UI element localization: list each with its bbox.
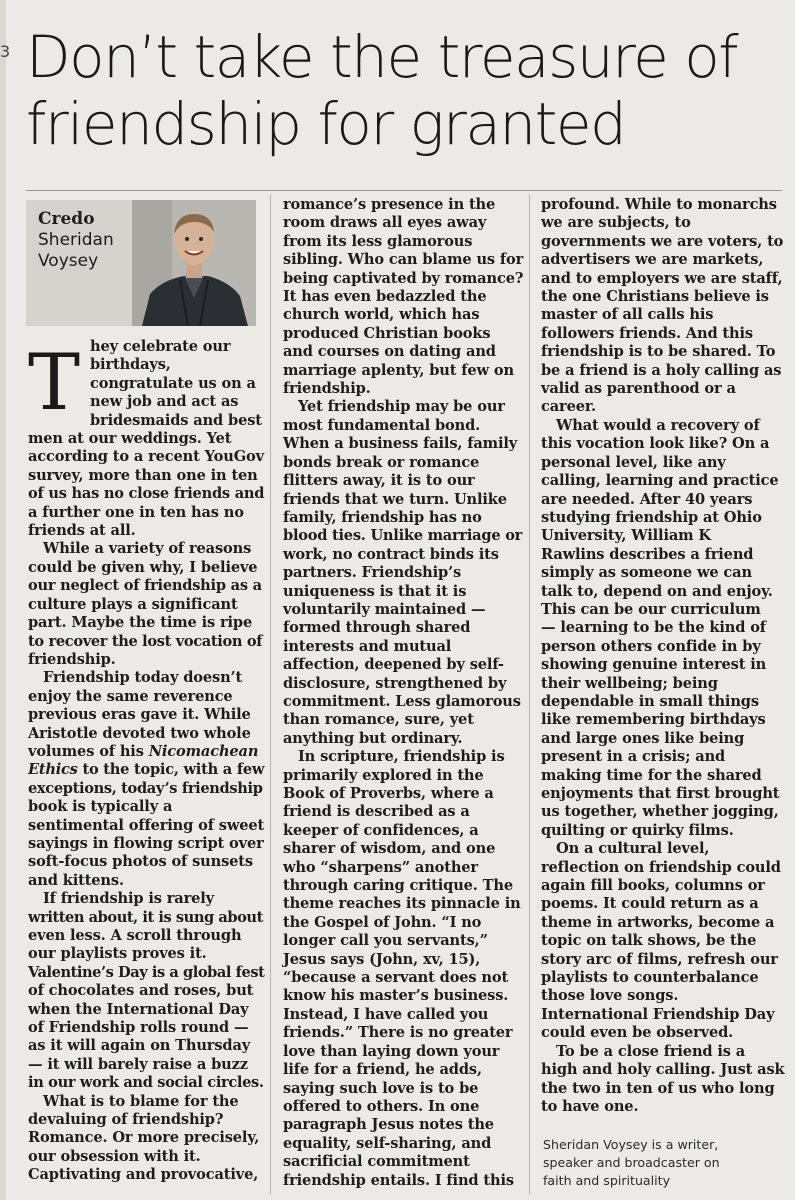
article-text-line: the two in ten of us who long: [541, 1079, 775, 1097]
drop-cap: T: [28, 338, 81, 428]
article-text-line: devaluing of friendship?: [28, 1111, 224, 1129]
article-text-line: What would a recovery of: [556, 416, 760, 434]
article-text-line: playlists to counterbalance: [541, 969, 759, 987]
article-text-line: — it will barely raise a buzz: [28, 1055, 248, 1073]
article-text-line: friendship.: [283, 380, 371, 398]
article-text-line: bridesmaids and best: [90, 411, 262, 429]
article-text-line: again fill books, columns or: [541, 877, 765, 895]
column-divider: [270, 194, 271, 1194]
article-text-line: in our work and social circles.: [28, 1074, 264, 1092]
article-text-line: and large ones like being: [541, 729, 745, 747]
article-text-line: congratulate us on a: [90, 374, 256, 392]
article-text-line: sacrificial commitment: [283, 1153, 470, 1171]
article-text-line: men at our weddings. Yet: [28, 430, 232, 448]
article-text-line: simply as someone we can: [541, 564, 752, 582]
article-text-line: work, no contract binds its: [283, 545, 499, 563]
article-text-line: commitment. Less glamorous: [283, 692, 521, 710]
article-text-line: sayings in flowing script over: [28, 834, 264, 852]
article-text-line: International Friendship Day: [541, 1005, 775, 1023]
article-text-line: written about, it is sung about: [28, 908, 263, 926]
article-text-line: high and holy calling. Just ask: [541, 1061, 785, 1079]
article-text-line: Friendship today doesn’t: [43, 669, 243, 687]
article-text-line: blood ties. Unlike marriage or: [283, 527, 523, 545]
article-text-line: marriage aplenty, but few on: [283, 361, 514, 379]
article-text-line: we are subjects, to: [541, 214, 691, 232]
article-text-line: talk to, depend on and enjoy.: [541, 582, 773, 600]
article-text-line: survey, more than one in ten: [28, 466, 258, 484]
article-text-line: the Gospel of John. “I no: [283, 913, 482, 931]
article-text-line: friendship entails. I find this: [283, 1171, 514, 1189]
byline-text: [38, 208, 114, 272]
article-text-line: friends that we turn. Unlike: [283, 490, 507, 508]
article-text-line: profound. While to monarchs: [541, 196, 777, 213]
article-text-line: person others confide in by: [541, 637, 761, 655]
article-column-2: [283, 196, 523, 1190]
article-text-line: this vocation look like? On a: [541, 435, 770, 453]
author-bio-line: speaker and broadcaster on: [543, 1155, 720, 1170]
article-text-line: This can be our curriculum: [541, 600, 761, 618]
article-text-line: “because a servant does not: [283, 969, 509, 987]
article-text-line: enjoyments that first brought: [541, 785, 780, 802]
article-text-line: our obsession with it.: [28, 1147, 201, 1165]
article-text-line: be a friend is a holy calling as: [541, 361, 782, 379]
article-text-line: like remembering birthdays: [541, 711, 766, 729]
article-text-line: our neglect of friendship as a: [28, 577, 262, 595]
article-text-line: those love songs.: [541, 987, 679, 1005]
page-edge: [0, 0, 6, 1200]
article-text-line: followers friends. And this: [541, 324, 753, 342]
article-text-line: love than laying down your: [283, 1042, 500, 1060]
article-text-line: showing genuine interest in: [541, 656, 767, 674]
article-text-line: hey celebrate our: [90, 338, 231, 355]
article-text-line: saying such love is to be: [283, 1079, 479, 1097]
article-text-line: anything but ordinary.: [283, 729, 463, 747]
article-text-line: of chocolates and roses, but: [28, 982, 254, 1000]
article-text-line: life for a friend, he adds,: [283, 1061, 482, 1079]
article-text-line: formed through shared: [283, 619, 471, 637]
article-text-line: friend is described as a: [283, 803, 470, 821]
article-text-line: sharer of wisdom, and one: [283, 840, 496, 858]
article-text-line: What is to blame for the: [43, 1092, 239, 1110]
article-text-line: offered to others. In one: [283, 1097, 480, 1115]
article-text-line: primarily explored in the: [283, 766, 484, 784]
article-text-line: romance’s presence in the: [283, 196, 496, 213]
article-text-line: and to employers we are staff,: [541, 269, 783, 287]
article-text-line: birthdays,: [90, 356, 171, 374]
article-text-line: new job and act as: [90, 393, 239, 411]
article-text-line: through caring critique. The: [283, 877, 513, 895]
article-text-line: paragraph Jesus notes the: [283, 1116, 494, 1134]
article-text-line: personal level, like any: [541, 453, 726, 471]
article-text-line: theme in artworks, become a: [541, 913, 775, 931]
article-text-line: of Friendship rolls round —: [28, 1019, 249, 1037]
article-text-line: topic on talk shows, be the: [541, 932, 757, 950]
article-text-line: Aristotle devoted two whole: [28, 724, 251, 742]
article-text-line: When a business fails, family: [283, 435, 518, 453]
article-text-line: sibling. Who can blame us for: [283, 251, 524, 269]
article-text-line: than romance, sure, yet: [283, 711, 474, 729]
headline: [26, 24, 786, 158]
article-text-line: Instead, I have called you: [283, 1005, 489, 1023]
article-text-line: exceptions, today’s friendship: [28, 779, 263, 797]
article-text-line: Jesus says (John, xv, 15),: [283, 950, 481, 968]
article-text-line: Valentine’s Day is a global fest: [28, 963, 265, 981]
article-text-line: their wellbeing; being: [541, 674, 718, 692]
article-text-line: Ethics to the topic, with a few: [28, 761, 265, 779]
article-text-line: flitters away, it is to our: [283, 472, 475, 490]
article-column-1: [28, 338, 264, 1185]
article-text-line: and kittens.: [28, 871, 124, 889]
article-text-line: voluntarily maintained —: [283, 600, 486, 618]
article-text-line: and courses on dating and: [283, 343, 496, 361]
article-text-line: as it will again on Thursday: [28, 1037, 251, 1055]
article-text-line: career.: [541, 398, 596, 416]
article-text-line: part. Maybe the time is ripe: [28, 614, 253, 632]
article-column-3: [541, 196, 787, 1116]
article-text-line: advertisers we are markets,: [541, 251, 764, 269]
author-bio-line: Sheridan Voysey is a writer,: [543, 1137, 719, 1152]
article-text-line: equality, self-sharing, and: [283, 1134, 492, 1152]
article-text-line: friends.” There is no greater: [283, 1024, 513, 1042]
article-text-line: are needed. After 40 years: [541, 490, 753, 508]
article-text-line: In scripture, friendship is: [298, 748, 505, 766]
page-number: 3: [0, 42, 11, 61]
article-text-line: University, William K: [541, 527, 711, 545]
article-text-line: longer call you servants,”: [283, 932, 488, 950]
byline-box: [26, 200, 256, 326]
article-text-line: master of all calls his: [541, 306, 714, 324]
article-text-line: To be a close friend is a: [556, 1042, 746, 1060]
article-text-line: studying friendship at Ohio: [541, 508, 762, 526]
article-text-line: disclosure, strengthened by: [283, 674, 507, 692]
article-text-line: Book of Proverbs, where a: [283, 785, 494, 802]
article-text-line: It has even bedazzled the: [283, 288, 487, 306]
article-text-line: valid as parenthood or a: [541, 380, 736, 398]
article-text-line: most fundamental bond.: [283, 416, 481, 434]
article-text-line: family, friendship has no: [283, 508, 482, 526]
article-text-line: previous eras gave it. While: [28, 706, 251, 724]
headline-line-1: Don’t take the treasure of: [26, 23, 738, 91]
article-text-line: If friendship is rarely: [43, 890, 214, 908]
article-text-line: church world, which has: [283, 306, 480, 324]
author-name-line-2: Voysey: [38, 251, 99, 271]
article-text-line: the one Christians believe is: [541, 288, 769, 306]
article-text-line: could be given why, I believe: [28, 558, 258, 576]
article-text-line: friendship.: [28, 650, 116, 668]
article-text-line: Yet friendship may be our: [298, 398, 505, 416]
author-portrait: [132, 200, 256, 326]
article-text-line: room draws all eyes away: [283, 214, 487, 232]
column-divider: [529, 194, 530, 1194]
article-text-line: interests and mutual: [283, 637, 452, 655]
article-text-line: volumes of his Nicomachean: [28, 742, 259, 760]
article-text-line: soft-focus photos of sunsets: [28, 853, 253, 871]
article-text-line: even less. A scroll through: [28, 927, 242, 944]
headline-line-2: friendship for granted: [26, 90, 626, 158]
author-bio-footnote: [543, 1136, 783, 1190]
article-text-line: from its less glamorous: [283, 232, 473, 250]
article-text-line: of us has no close friends and: [28, 485, 265, 503]
article-text-line: produced Christian books: [283, 324, 491, 342]
article-text-line: enjoy the same reverence: [28, 687, 233, 705]
article-text-line: present in a crisis; and: [541, 748, 726, 766]
article-text-line: know his master’s business.: [283, 987, 509, 1005]
article-text-line: partners. Friendship’s: [283, 564, 462, 582]
article-text-line: reflection on friendship could: [541, 858, 781, 876]
article-text-line: quilting or quirky films.: [541, 821, 734, 839]
column-kicker: Credo: [38, 209, 95, 229]
article-text-line: governments we are voters, to: [541, 232, 784, 250]
article-text-line: Romance. Or more precisely,: [28, 1129, 260, 1147]
author-bio-line: faith and spirituality: [543, 1173, 671, 1188]
article-text-line: calling, learning and practice: [541, 472, 779, 490]
article-text-line: bonds break or romance: [283, 453, 480, 471]
author-name-line-1: Sheridan: [38, 230, 114, 250]
article-text-line: sentimental offering of sweet: [28, 816, 265, 834]
article-text-line: us together, whether jogging,: [541, 803, 779, 821]
article-text-line: friends at all.: [28, 522, 136, 540]
article-text-line: being captivated by romance?: [283, 269, 524, 287]
article-text-line: poems. It could return as a: [541, 895, 759, 913]
author-portrait-illustration: [132, 200, 256, 326]
article-text-line: — learning to be the kind of: [541, 619, 766, 637]
article-text-line: story arc of films, refresh our: [541, 950, 778, 968]
article-text-line: On a cultural level,: [556, 840, 710, 858]
article-text-line: to recover the lost vocation of: [28, 632, 263, 650]
article-text-line: dependable in small things: [541, 692, 759, 710]
article-text-line: culture plays a significant: [28, 595, 238, 613]
article-text-line: affection, deepened by self-: [283, 656, 504, 674]
article-text-line: keeper of confidences, a: [283, 821, 479, 839]
article-text-line: While a variety of reasons: [43, 540, 252, 558]
article-text-line: uniqueness is that it is: [283, 582, 467, 600]
article-text-line: a further one in ten has no: [28, 503, 244, 521]
article-text-line: making time for the shared: [541, 766, 762, 784]
article-text-line: could even be observed.: [541, 1024, 734, 1042]
article-text-line: Rawlins describes a friend: [541, 545, 754, 563]
article-text-line: theme reaches its pinnacle in: [283, 895, 521, 913]
article-text-line: when the International Day: [28, 1000, 249, 1018]
article-text-line: our playlists proves it.: [28, 945, 207, 963]
article-text-line: to have one.: [541, 1097, 639, 1115]
article-text-line: friendship is to be shared. To: [541, 343, 776, 361]
article-text-line: book is typically a: [28, 798, 173, 816]
article-text-line: according to a recent YouGov: [28, 448, 264, 466]
article-text-line: who “sharpens” another: [283, 858, 478, 876]
article-text-line: Captivating and provocative,: [28, 1166, 259, 1184]
headline-rule: [26, 190, 782, 191]
